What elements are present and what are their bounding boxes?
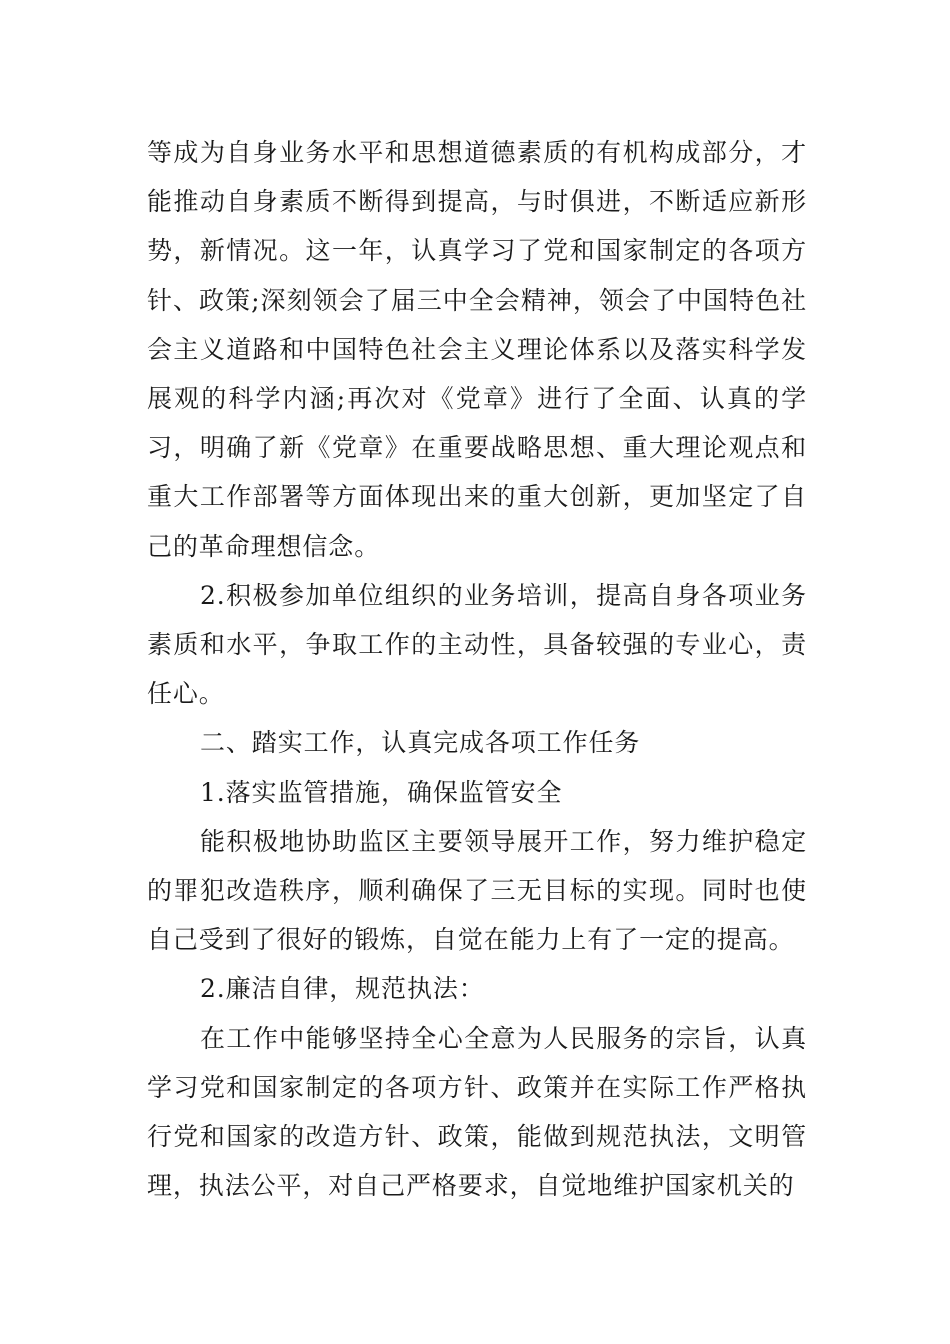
subheading-supervision: 1.落实监管措施，确保监管安全 xyxy=(200,777,563,807)
section-heading-work-tasks: 二、踏实工作，认真完成各项工作任务 xyxy=(200,728,641,758)
paragraph-supervision: 能积极地协助监区主要领导展开工作，努力维护稳定的罪犯改造秩序，顺利确保了三无目标的实现。同时也使自己受到了很好的锻炼，自觉在能力上有了一定的提高。 xyxy=(147,826,807,955)
document-body xyxy=(147,128,807,1210)
paragraph-continuation: 等成为自身业务水平和思想道德素质的有机构成部分，才能推动自身素质不断得到提高，与时俱进，不断适应新形势，新情况。这一年，认真学习了党和国家制定的各项方针、政策;深刻领会了届三中全会精神，领会了中国特色社会主义道路和中国特色社会主义理论体系以及落实科学发展观的科学内涵;再次对《党章》进行了全面、认真的学习，明确了新《党章》在重要战略思想、重大理论观点和重大工作部署等方面体现出来的重大创新，更加坚定了自己的革命理想信念。 xyxy=(147,138,807,561)
paragraph-integrity: 在工作中能够坚持全心全意为人民服务的宗旨，认真学习党和国家制定的各项方针、政策并在实际工作严格执行党和国家的改造方针、政策，能做到规范执法，文明管理，执法公平，对自己严格要求，自觉地维护国家机关的 xyxy=(147,1023,807,1201)
paragraph-item-training: 2.积极参加单位组织的业务培训，提高自身各项业务素质和水平，争取工作的主动性，具备较强的专业心，责任心。 xyxy=(147,580,807,709)
subheading-integrity: 2.廉洁自律，规范执法： xyxy=(200,974,485,1004)
